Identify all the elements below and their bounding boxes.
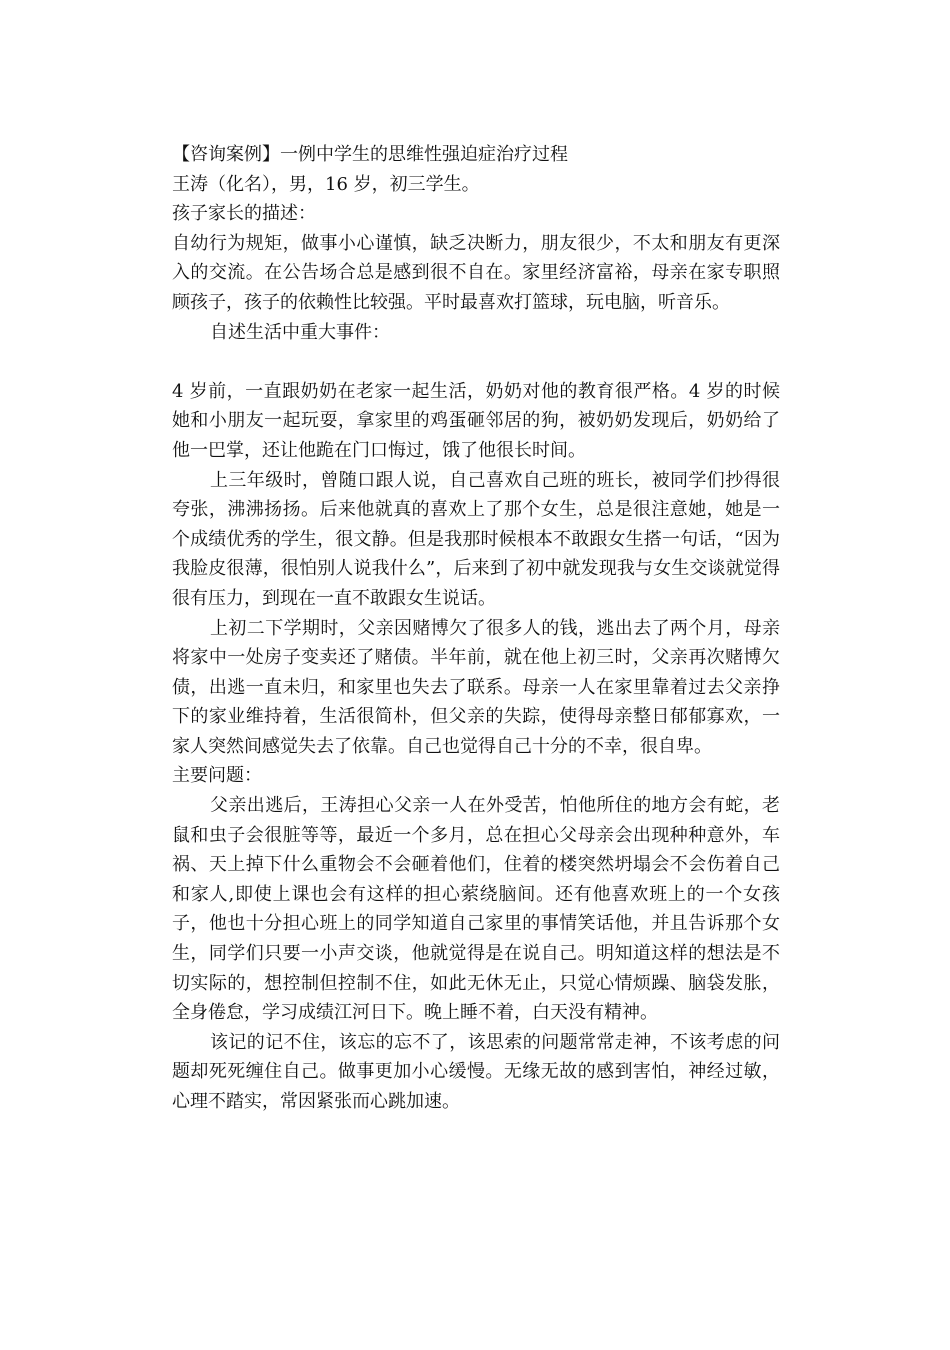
main-problems-heading: 主要问题： — [172, 765, 262, 787]
parent-description-heading: 孩子家长的描述： — [172, 203, 316, 225]
life-event-paragraph-3: 上初二下学期时，父亲因赌博欠了很多人的钱，逃出去了两个月，母亲将家中一处房子变卖还了赌债。半年前，就在他上初三时，父亲再次赌博欠债，出逃一直未归，和家里也失去了联系。母亲一人在家里靠着过去父亲挣下的家业维持着，生活很简朴，但父亲的失踪，使得母亲整日郁郁寡欢，一家人突然间感觉失去了依靠。自己也觉得自己十分的不幸，很自卑。 — [172, 617, 780, 757]
document-title: 【咨询案例】一例中学生的思维性强迫症治疗过程 — [172, 144, 568, 165]
main-problem-paragraph-2: 该记的记不住，该忘的忘不了，该思索的问题常常走神，不该考虑的问题却死死缠住自己。做事更加小心缓慢。无缘无故的感到害怕，神经过敏，心理不踏实，常因紧张而心跳加速。 — [172, 1031, 780, 1112]
document-page — [172, 140, 780, 1117]
life-events-heading: 自述生活中重大事件： — [210, 321, 390, 343]
life-event-paragraph-2: 上三年级时，曾随口跟人说，自己喜欢自己班的班长，被同学们抄得很夸张，沸沸扬扬。后来他就真的喜欢上了那个女生，总是很注意她，她是一个成绩优秀的学生，很文静。但是我那时候根本不敢跟女生搭一句话，“因为我脸皮很薄，很怕别人说我什么”，后来到了初中就发现我与女生交谈就觉得很有压力，到现在一直不敢跟女生说话。 — [172, 469, 780, 609]
subject-info: 王涛（化名），男，16 岁，初三学生。 — [172, 173, 480, 195]
life-event-paragraph-1: 4 岁前，一直跟奶奶在老家一起生活，奶奶对他的教育很严格。4 岁的时候她和小朋友一起玩耍，拿家里的鸡蛋砸邻居的狗，被奶奶发现后，奶奶给了他一巴掌，还让他跪在门口悔过，饿了他很长时间。 — [172, 380, 780, 461]
main-problem-paragraph-1: 父亲出逃后，王涛担心父亲一人在外受苦，怕他所住的地方会有蛇，老鼠和虫子会很脏等等，最近一个多月，总在担心父母亲会出现种种意外，车祸、天上掉下什么重物会不会砸着他们，住着的楼突然坍塌会不会伤着自己和家人,即使上课也会有这样的担心萦绕脑间。还有他喜欢班上的一个女孩子，他也十分担心班上的同学知道自己家里的事情笑话他，并且告诉那个女生，同学们只要一小声交谈，他就觉得是在说自己。明知道这样的想法是不切实际的，想控制但控制不住，如此无休无止，只觉心情烦躁、脑袋发胀，全身倦怠，学习成绩江河日下。晚上睡不着，白天没有精神。 — [172, 795, 780, 1024]
parent-description-paragraph: 自幼行为规矩，做事小心谨慎，缺乏决断力，朋友很少，不太和朋友有更深入的交流。在公告场合总是感到很不自在。家里经济富裕，母亲在家专职照顾孩子，孩子的依赖性比较强。平时最喜欢打篮球，玩电脑，听音乐。 — [172, 232, 780, 313]
blank-line — [172, 347, 780, 377]
